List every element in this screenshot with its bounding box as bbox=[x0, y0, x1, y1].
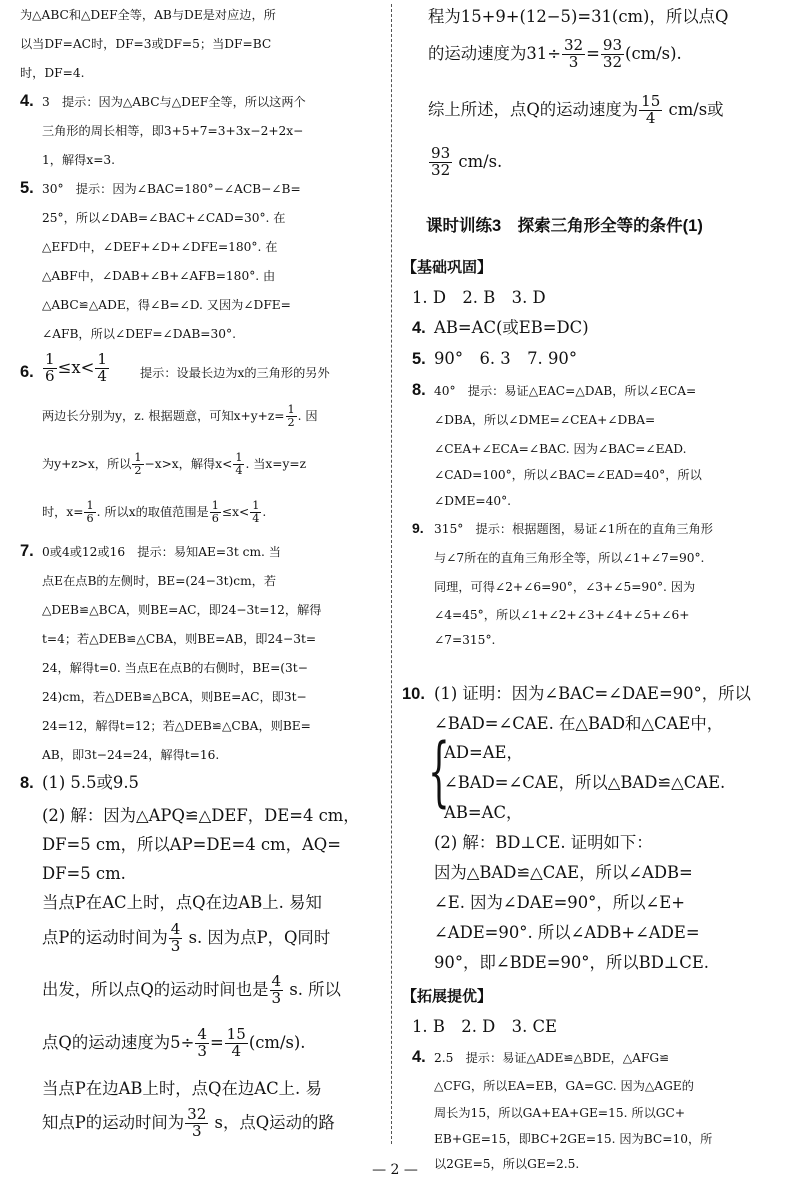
text-line: DF=5 cm. bbox=[42, 864, 126, 883]
text-line: ∠CAD=100°，所以∠BAC=∠EAD=40°，所以 bbox=[434, 468, 702, 482]
fraction-denominator: 4 bbox=[252, 511, 260, 525]
column-divider bbox=[391, 4, 392, 1144]
text-line: AD=AE， bbox=[444, 743, 523, 762]
text-line: 90° 6. 3 7. 90° bbox=[434, 349, 578, 368]
text-span: 点P的运动时间为 bbox=[42, 927, 168, 947]
text-line: 1，解得x=3. bbox=[42, 153, 116, 167]
text-line: 1. D 2. B 3. D bbox=[412, 288, 546, 307]
text-line: ∠ADE=90°. 所以∠ADB+∠ADE= bbox=[434, 923, 700, 942]
text-line: 以当DF=AC时，DF=3或DF=5；当DF=BC bbox=[20, 37, 272, 51]
text-line bbox=[42, 500, 266, 525]
text-line bbox=[428, 38, 682, 71]
text-span: . 因 bbox=[297, 408, 318, 423]
fraction-denominator: 2 bbox=[287, 415, 295, 429]
text-line: DF=5 cm，所以AP=DE=4 cm，AQ= bbox=[42, 835, 341, 854]
fraction-numerator: 1 bbox=[134, 451, 142, 464]
fraction-numerator: 4 bbox=[271, 972, 282, 990]
text-line: 90°，即∠BDE=90°，所以BD⊥CE. bbox=[434, 953, 709, 972]
question-number-5: 5. bbox=[20, 179, 34, 197]
text-line: 同理，可得∠2+∠6=90°，∠3+∠5=90°. 因为 bbox=[434, 580, 696, 594]
text-span: 的运动速度为31÷ bbox=[428, 43, 561, 63]
text-span: = bbox=[209, 1032, 224, 1052]
text-line: AB=AC， bbox=[444, 803, 523, 822]
text-line: ∠4=45°，所以∠1+∠2+∠3+∠4+∠5+∠6+ bbox=[434, 608, 690, 622]
text-line: t=4；若△DEB≌△CBA，则BE=AB，即24−3t= bbox=[42, 632, 317, 646]
text-line: 周长为15，所以GA+EA+GE=15. 所以GC+ bbox=[434, 1106, 686, 1120]
text-span: 知点P的运动时间为 bbox=[42, 1112, 185, 1132]
text-span: . 所以x的取值范围是 bbox=[96, 504, 209, 519]
text-line: ∠CEA+∠ECA=∠BAC. 因为∠BAC=∠EAD. bbox=[434, 442, 687, 456]
text-line: (2) 解：BD⊥CE. 证明如下： bbox=[434, 833, 653, 852]
text-line: △EFD中，∠DEF+∠D+∠DFE=180°. 在 bbox=[42, 240, 278, 254]
page-number: — 2 — bbox=[372, 1162, 418, 1178]
fraction-numerator: 15 bbox=[226, 1025, 246, 1043]
fraction-numerator: 32 bbox=[563, 36, 584, 54]
section-header-basics: 【基础巩固】 bbox=[402, 258, 493, 276]
fraction-numerator: 1 bbox=[287, 403, 295, 416]
answer-range bbox=[42, 352, 110, 385]
question-number-9: 9. bbox=[412, 520, 424, 536]
fraction-denominator: 2 bbox=[134, 463, 142, 477]
fraction-numerator: 1 bbox=[252, 499, 260, 512]
question-number-10: 10. bbox=[402, 685, 425, 703]
text-line: △DEB≌△BCA，则BE=AC，即24−3t=12，解得 bbox=[42, 603, 322, 617]
text-line bbox=[428, 146, 502, 179]
text-span: 综上所述，点Q的运动速度为 bbox=[428, 99, 639, 119]
text-span: s，点Q运动的路 bbox=[209, 1112, 335, 1132]
text-span: 出发，所以点Q的运动时间也是 bbox=[42, 979, 269, 999]
text-span: s. 因为点P，Q同时 bbox=[183, 927, 331, 947]
question-number-8: 8. bbox=[20, 774, 34, 792]
text-line: 0或4或12或16 提示：易知AE=3t cm. 当 bbox=[42, 545, 281, 559]
text-line: 25°，所以∠DAB=∠BAC+∠CAD=30°. 在 bbox=[42, 211, 286, 225]
fraction-denominator: 6 bbox=[211, 511, 219, 525]
text-line: 程为15+9+(12−5)=31(cm)，所以点Q bbox=[428, 7, 729, 26]
text-line: 时，DF=4. bbox=[20, 66, 85, 80]
text-line: 当点P在边AB上时，点Q在边AC上. 易 bbox=[42, 1079, 322, 1098]
fraction-denominator: 4 bbox=[97, 366, 107, 385]
text-span: 为y+z>x，所以 bbox=[42, 456, 132, 471]
question-number-8: 8. bbox=[412, 381, 426, 399]
text-line: 24=12，解得t=12；若△DEB≌△CBA，则BE= bbox=[42, 719, 311, 733]
text-line bbox=[42, 922, 330, 955]
text-line bbox=[42, 1107, 335, 1140]
text-line: 1. B 2. D 3. CE bbox=[412, 1017, 558, 1036]
fraction-denominator: 3 bbox=[568, 52, 579, 71]
fraction-numerator: 4 bbox=[170, 920, 181, 938]
fraction-denominator: 4 bbox=[235, 463, 243, 477]
text-span: 两边长分别为y，z. 根据题意，可知x+y+z= bbox=[42, 408, 285, 423]
text-span: s. 所以 bbox=[284, 979, 341, 999]
fraction-denominator: 3 bbox=[271, 988, 282, 1007]
text-span: . bbox=[262, 504, 267, 519]
text-span: cm/s. bbox=[453, 151, 503, 171]
text-span: . 当x=y=z bbox=[245, 456, 307, 471]
text-line: (1) 证明：因为∠BAC=∠DAE=90°，所以 bbox=[434, 684, 751, 703]
text-line: △ABC≌△ADE，得∠B=∠D. 又因为∠DFE= bbox=[42, 298, 291, 312]
text-line bbox=[42, 404, 318, 429]
text-line: AB，即3t−24=24，解得t=16. bbox=[42, 748, 220, 762]
fraction-numerator: 1 bbox=[97, 350, 107, 368]
text-span: cm/s或 bbox=[663, 99, 724, 119]
question-number-5: 5. bbox=[412, 350, 426, 368]
fraction-denominator: 6 bbox=[45, 366, 55, 385]
fraction-numerator: 32 bbox=[187, 1105, 207, 1123]
fraction-denominator: 3 bbox=[197, 1041, 207, 1060]
text-line: 三角形的周长相等，即3+5+7=3+3x−2+2x− bbox=[42, 124, 304, 138]
question-number-4b: 4. bbox=[412, 1048, 426, 1066]
lesson-title: 课时训练3 探索三角形全等的条件(1) bbox=[426, 217, 703, 235]
text-line bbox=[428, 94, 724, 127]
text-span: 时，x= bbox=[42, 504, 84, 519]
system-brace: { bbox=[428, 726, 450, 815]
fraction-numerator: 93 bbox=[602, 36, 623, 54]
fraction-denominator: 4 bbox=[645, 108, 656, 127]
text-span: 点Q的运动速度为5÷ bbox=[42, 1032, 195, 1052]
hint-text: 提示：设最长边为x的三角形的另外 bbox=[140, 366, 330, 380]
text-line: 点E在点B的左侧时，BE=(24−3t)cm，若 bbox=[42, 574, 277, 588]
text-line: ∠DME=40°. bbox=[434, 494, 512, 508]
text-span: = bbox=[586, 43, 600, 63]
text-line: ∠7=315°. bbox=[434, 633, 496, 647]
text-line: ∠AFB，所以∠DEF=∠DAB=30°. bbox=[42, 327, 236, 341]
question-number-4: 4. bbox=[412, 319, 426, 337]
text-line: 315° 提示：根据题图，易证∠1所在的直角三角形 bbox=[434, 522, 713, 536]
text-line: 24，解得t=0. 当点E在点B的右侧时，BE=(3t− bbox=[42, 661, 308, 675]
text-line: 24)cm，若△DEB≌△BCA，则BE=AC，即3t− bbox=[42, 690, 307, 704]
text-line bbox=[42, 452, 306, 477]
text-line: ∠BAD=∠CAE，所以△BAD≌△CAE. bbox=[444, 773, 726, 792]
fraction-denominator: 4 bbox=[231, 1041, 242, 1060]
text-line bbox=[42, 1027, 306, 1060]
fraction-denominator: 6 bbox=[86, 511, 94, 525]
text-line: 以2GE=5，所以GE=2.5. bbox=[434, 1157, 580, 1171]
text-line: (2) 解：因为△APQ≌△DEF，DE=4 cm， bbox=[42, 806, 360, 825]
text-span: ≤x< bbox=[221, 504, 250, 519]
text-line: 与∠7所在的直角三角形全等，所以∠1+∠7=90°. bbox=[434, 551, 705, 565]
text-line: 3 提示：因为△ABC与△DEF全等，所以这两个 bbox=[42, 95, 306, 109]
text-line: 当点P在AC上时，点Q在边AB上. 易知 bbox=[42, 893, 322, 912]
fraction-denominator: 32 bbox=[602, 52, 623, 71]
text-line: AB=AC(或EB=DC) bbox=[434, 318, 589, 337]
question-number-6: 6. bbox=[20, 363, 34, 381]
fraction-numerator: 1 bbox=[45, 350, 55, 368]
text-span: −x>x，解得x< bbox=[144, 456, 233, 471]
text-line: ∠E. 因为∠DAE=90°，所以∠E+ bbox=[434, 893, 685, 912]
text-line: 2.5 提示：易证△ADE≌△BDE，△AFG≌ bbox=[434, 1051, 670, 1065]
text-span: (cm/s). bbox=[625, 43, 682, 63]
fraction-numerator: 4 bbox=[197, 1025, 207, 1043]
fraction-numerator: 1 bbox=[211, 499, 219, 512]
section-header-extension: 【拓展提优】 bbox=[402, 987, 493, 1005]
fraction-denominator: 3 bbox=[170, 936, 181, 955]
fraction-numerator: 15 bbox=[641, 92, 661, 110]
text-line: (1) 5.5或9.5 bbox=[42, 773, 139, 792]
inequality-text: ≤x< bbox=[57, 357, 95, 377]
fraction-numerator: 1 bbox=[235, 451, 243, 464]
fraction-denominator: 32 bbox=[431, 160, 451, 179]
question-number-4: 4. bbox=[20, 92, 34, 110]
question-number-7: 7. bbox=[20, 542, 34, 560]
text-line: 为△ABC和△DEF全等，AB与DE是对应边，所 bbox=[20, 8, 276, 22]
text-line bbox=[42, 974, 341, 1007]
text-line: △ABF中，∠DAB+∠B+∠AFB=180°. 由 bbox=[42, 269, 276, 283]
text-line: ∠DBA，所以∠DME=∠CEA+∠DBA= bbox=[434, 413, 656, 427]
fraction-numerator: 93 bbox=[431, 144, 451, 162]
text-span: (cm/s). bbox=[248, 1032, 306, 1052]
text-line: △CFG，所以EA=EB，GA=GC. 因为△AGE的 bbox=[434, 1079, 694, 1093]
text-line: 30° 提示：因为∠BAC=180°−∠ACB−∠B= bbox=[42, 182, 301, 196]
text-line: ∠BAD=∠CAE. 在△BAD和△CAE中， bbox=[434, 714, 724, 733]
fraction-denominator: 3 bbox=[191, 1121, 202, 1140]
fraction-numerator: 1 bbox=[86, 499, 94, 512]
text-line: EB+GE=15，即BC+2GE=15. 因为BC=10，所 bbox=[434, 1132, 713, 1146]
text-line: 因为△BAD≌△CAE，所以∠ADB= bbox=[434, 863, 693, 882]
text-line: 40° 提示：易证△EAC=△DAB，所以∠ECA= bbox=[434, 384, 697, 398]
